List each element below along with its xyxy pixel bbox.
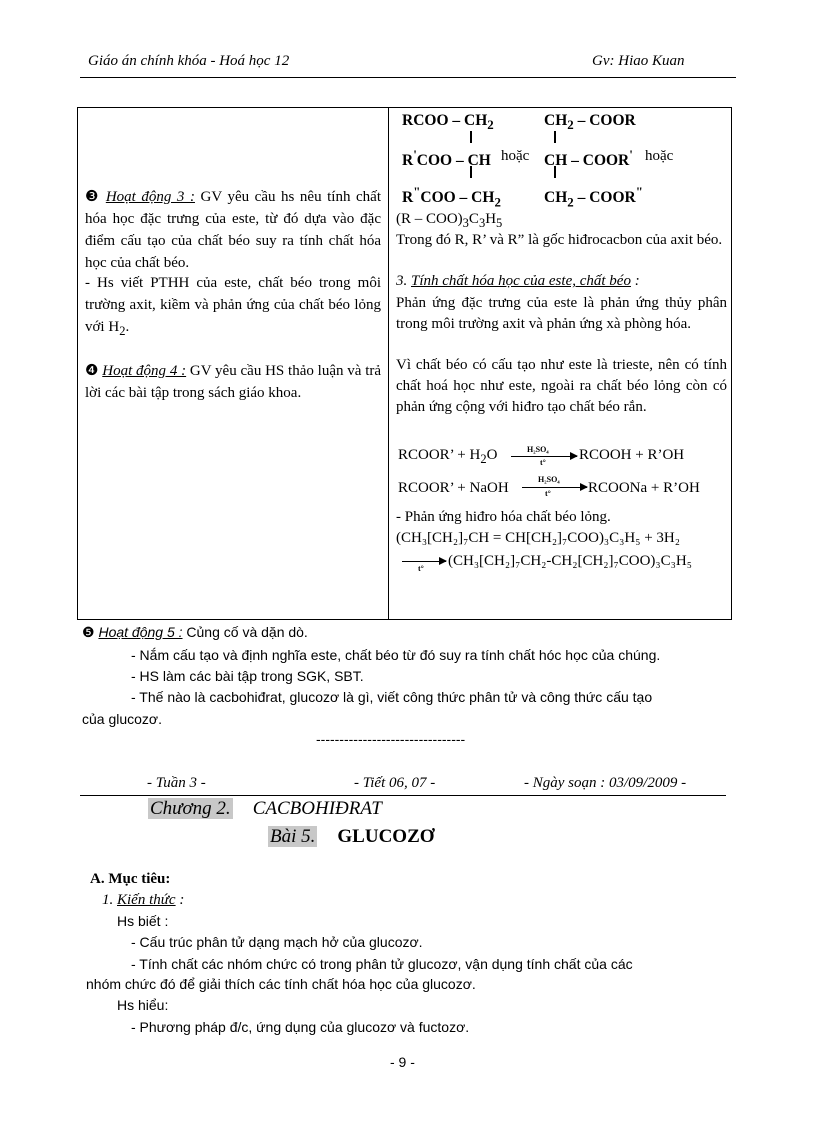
lesson-heading: Bài 5. GLUCOZƠ — [270, 826, 435, 847]
review-item-3: - Thế nào là cacbohiđrat, glucozơ là gì, viết công thức phân tử và công thức cấu tạo — [131, 689, 653, 705]
equation-1-left: RCOOR’ + $H_2O$ — [398, 447, 498, 466]
bond-line — [554, 131, 556, 143]
chapter-heading: Chương 2. CACBOHIĐRAT — [150, 798, 382, 819]
bullet-5-icon: ❺ — [82, 624, 99, 640]
equation-1-catalyst: H₂SO₄ — [527, 445, 549, 454]
formula-row-2b: CH – COOR' — [544, 147, 633, 170]
activity-3-detail: - Hs viết PTHH của este, chất béo trong môi trường axit, kiềm và phản ứng của chất béo lỏng với $H_2$. — [85, 275, 381, 338]
review-item-1: - Nắm cấu tạo và định nghĩa este, chất béo từ đó suy ra tính chất hóc học của chúng. — [131, 647, 661, 663]
page-number: - 9 - — [390, 1054, 415, 1070]
know-label: Hs biết : — [117, 913, 169, 929]
general-formula: $(R - COO)_3C_3H_5$ — [396, 211, 503, 230]
equation-3-line-1: (CH₃[CH₂]₇CH = CH[CH₂]₇COO)₃C₃H₅ + 3H₂ — [396, 530, 680, 546]
separator-dashes: -------------------------------- — [316, 731, 466, 747]
bullet-4-icon: ❹ — [85, 363, 103, 379]
bond-line — [554, 166, 556, 178]
formula-note: Trong đó R, R’ và R” là gốc hiđrocacbon của axit béo. — [396, 232, 723, 248]
understand-label: Hs hiểu: — [117, 997, 169, 1013]
table-divider — [388, 107, 389, 620]
formula-row-2a: R'COO – CH — [402, 147, 491, 170]
formula-row-3a: $R^"COO - CH_2$ — [402, 184, 501, 210]
understand-item-1: - Phương pháp đ/c, ứng dụng của glucozơ và fuctozơ. — [131, 1019, 470, 1035]
activity-4-label: Hoạt động 4 : — [102, 363, 187, 379]
activity-5: ❺ Hoạt động 5 : Củng cố và dặn dò. — [82, 624, 308, 640]
know-item-1: - Cấu trúc phân tử dạng mạch hở của glucozơ. — [131, 934, 423, 950]
bond-line — [470, 131, 472, 143]
objectives-heading: A. Mục tiêu: — [90, 871, 171, 887]
formula-or-2: hoặc — [645, 148, 674, 164]
equation-1-heat: t° — [540, 458, 546, 467]
header-rule — [80, 77, 736, 78]
lesson-rule — [80, 795, 726, 796]
equation-2-left: RCOOR’ + NaOH — [398, 480, 509, 496]
formula-or-1: hoặc — [501, 148, 530, 164]
paragraph-1: Phản ứng đặc trưng của este là phản ứng thủy phân trong môi trường axit và phản ứng xà phòng hóa. — [396, 295, 727, 332]
formula-row-1a: RCOO – $CH_2$ — [402, 112, 494, 133]
reaction-arrow-icon — [511, 456, 577, 457]
formula-row-1b: $CH_2$ – COOR — [544, 112, 636, 133]
activity-3-label: Hoạt động 3 : — [105, 189, 195, 205]
equation-3-heat: t° — [418, 564, 424, 573]
bullet-3-icon: ❸ — [85, 189, 106, 205]
reaction-arrow-icon — [522, 487, 587, 488]
know-item-2-cont: nhóm chức đó để giải thích các tính chất hóa học của glucozơ. — [86, 976, 476, 992]
section-3-heading: 3. Tính chất hóa học của este, chất béo : — [396, 273, 640, 289]
equation-1-right: RCOOH + R’OH — [579, 447, 685, 463]
equation-2-right: RCOONa + R’OH — [588, 480, 700, 496]
period-label: - Tiết 06, 07 - — [354, 775, 436, 791]
knowledge-heading: 1. Kiến thức : — [102, 892, 185, 908]
date-label: - Ngày soạn : 03/09/2009 - — [524, 775, 687, 791]
paragraph-3: - Phản ứng hiđro hóa chất béo lỏng. — [396, 509, 611, 525]
reaction-arrow-icon — [402, 561, 446, 562]
bond-line — [470, 166, 472, 178]
review-item-2: - HS làm các bài tập trong SGK, SBT. — [131, 668, 364, 684]
header-author: Gv: Hiao Kuan — [592, 53, 685, 69]
activity-4: ❹ Hoạt động 4 : GV yêu cầu HS thảo luận và trả lời các bài tập trong sách giáo khoa. — [85, 363, 382, 401]
know-item-2: - Tính chất các nhóm chức có trong phân tử glucozơ, vận dụng tính chất của các — [131, 956, 633, 972]
equation-3-line-2: (CH₃[CH₂]₇CH₂-CH₂[CH₂]₇COO)₃C₃H₅ — [448, 553, 692, 569]
activity-3: ❸ Hoạt động 3 : GV yêu cầu hs nêu tính chất hóa học đặc trưng của este, từ đó dựa vào đặc điểm cấu tạo của chất béo suy ra tính chất hóa học của chất béo. — [85, 189, 382, 271]
review-item-3-cont: của glucozơ. — [82, 711, 163, 727]
equation-2-heat: t° — [545, 489, 551, 498]
header-title: Giáo án chính khóa - Hoá học 12 — [88, 53, 290, 69]
formula-row-3b: $CH_2$ – COOR" — [544, 184, 643, 210]
week-label: - Tuần 3 - — [147, 775, 206, 791]
paragraph-2: Vì chất béo có cấu tạo như este là trieste, nên có tính chất hoá học như este, ngoài ra chất béo lỏng còn có phản ứng cộng với hiđro tạo chất béo rắn. — [396, 357, 727, 415]
equation-2-catalyst: H₂SO₄ — [538, 475, 560, 484]
